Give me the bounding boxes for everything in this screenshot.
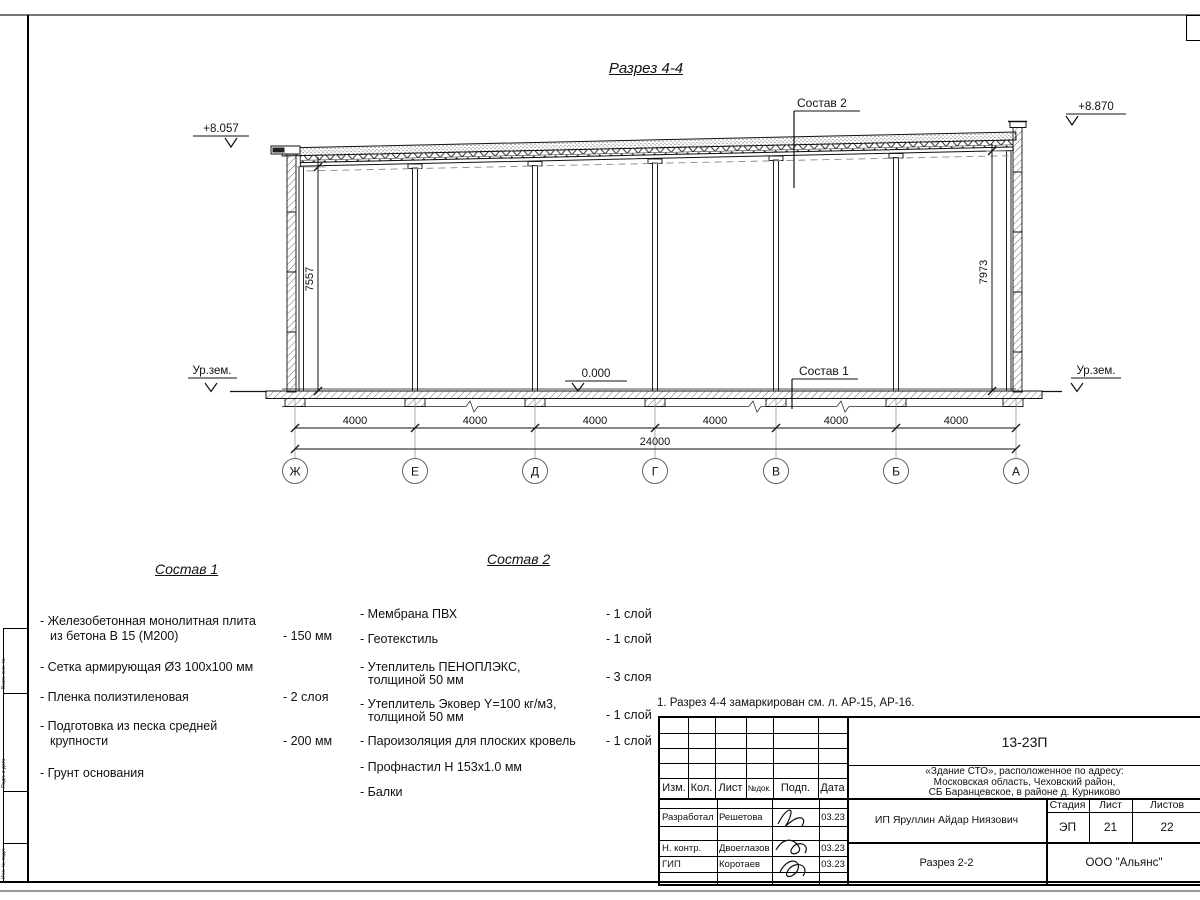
dim-total: 24000 (639, 436, 671, 448)
roof-assembly (282, 132, 1016, 172)
tb-sheets-value: 22 (1160, 820, 1174, 834)
comp2-item-line: - Мембрана ПВХ (360, 607, 458, 621)
column (769, 156, 783, 391)
callout-comp1 (792, 364, 858, 409)
comp1-item-line: из бетона В 15 (М200) (50, 629, 179, 643)
tb-row2-date: 03.23 (821, 842, 845, 854)
tb-row2-name: Двоеглазов (719, 842, 770, 854)
level-mark-left (193, 123, 249, 147)
tb-col-podp: Подп. (780, 782, 811, 794)
dim-bay: 4000 (342, 415, 368, 427)
foundation (282, 399, 1023, 413)
frame-side-label: Подп. и дата (1, 758, 7, 788)
foundation-pad (1003, 399, 1023, 407)
tb-stage-label: Стадия (1049, 799, 1086, 811)
svg-text:Состав 2: Состав 2 (797, 96, 847, 110)
column (528, 162, 542, 392)
tb-col-list: Лист (718, 782, 743, 794)
comp1-item-line: - Пленка полиэтиленовая (40, 690, 189, 704)
comp1-item-line: - Подготовка из песка средней (40, 719, 218, 733)
comp2-item-line: - Утеплитель Эковер Y=100 кг/м3, (360, 697, 557, 711)
dim-height-left-text: 7557 (304, 266, 316, 292)
comp1-item-line: крупности (50, 734, 109, 748)
left-wall (271, 146, 300, 392)
tb-object-line: «Здание СТО», расположенное по адресу: (925, 766, 1124, 777)
axis-label: А (1011, 464, 1021, 479)
tb-row1-name: Решетова (719, 811, 763, 823)
tb-object-line: СБ Баранцевское, в районе д. Курниково (928, 787, 1121, 798)
tb-sheet-label: Лист (1099, 799, 1122, 811)
tb-row3-date: 03.23 (821, 858, 845, 870)
comp2-item-value: - 1 слой (606, 632, 652, 646)
tb-drawing-name: Разрез 2-2 (919, 857, 974, 869)
svg-text:Состав 1: Состав 1 (799, 364, 849, 378)
tb-col-data: Дата (820, 782, 845, 794)
column (648, 159, 662, 391)
tb-col-ndok: №док. (747, 783, 772, 793)
dim-bay: 4000 (702, 415, 728, 427)
tb-row3-role: ГИП (662, 858, 681, 870)
comp2-item-line: - Пароизоляция для плоских кровель (360, 734, 576, 748)
right-parapet-cap (1010, 122, 1026, 128)
tb-stage-value: ЭП (1058, 820, 1077, 834)
frame-side-label: Инв. № подл. (1, 847, 7, 879)
comp1-item-line: - Грунт основания (40, 766, 145, 780)
signatures (772, 798, 819, 884)
comp2-item-line: толщиной 50 мм (368, 710, 464, 724)
tb-row1-role: Разработал (662, 811, 714, 823)
tb-col-izm: Изм. (662, 782, 686, 794)
tb-sheet-value: 21 (1103, 820, 1118, 834)
tb-doc-number: 13-23П (1001, 733, 1048, 750)
comp1-title: Состав 1 (155, 561, 219, 577)
svg-text:Ур.зем.: Ур.зем. (1076, 365, 1116, 377)
column (889, 154, 903, 392)
comp2-item-value: - 1 слой (606, 607, 652, 621)
axis-label: Е (410, 464, 420, 479)
dimension-row-total (291, 436, 1020, 453)
dim-height-right-text: 7973 (978, 259, 990, 285)
comp1-item-line: - Сетка армирующая Ø3 100х100 мм (40, 660, 254, 674)
floor-slab (230, 389, 1062, 399)
column (299, 167, 304, 392)
comp1-item-line: - Железобетонная монолитная плита (40, 614, 256, 628)
ground-level-mark-right (1071, 365, 1121, 392)
comp2-item-value: - 3 слоя (606, 670, 652, 684)
dim-bay: 4000 (462, 415, 488, 427)
comp2-item-line: - Балки (360, 785, 403, 799)
dim-bay: 4000 (823, 415, 849, 427)
title-block (658, 716, 1200, 886)
comp1-item-value: - 150 мм (283, 629, 333, 643)
comp2-item-value: - 1 слой (606, 734, 652, 748)
svg-text:+8.870: +8.870 (1078, 101, 1114, 113)
tb-col-kol: Кол. (690, 782, 713, 794)
level-mark-floor (565, 368, 627, 391)
signature-nkontr (776, 840, 806, 854)
svg-text:+8.057: +8.057 (203, 123, 239, 135)
axis-label: Ж (289, 464, 301, 479)
sheet-note: 1. Разрез 4-4 замаркирован см. л. АР-15, АР-16. (657, 697, 915, 709)
dim-bay: 4000 (943, 415, 969, 427)
axis-label: Б (892, 464, 900, 479)
signature-gip (780, 861, 805, 876)
comp2-item-value: - 1 слой (606, 708, 652, 722)
axis-label: Г (651, 464, 659, 479)
comp1-item-value: - 2 слоя (283, 690, 329, 704)
comp1-item-value: - 200 мм (283, 734, 333, 748)
column (1007, 151, 1012, 391)
frame-side-label: Взам. инв. № (1, 658, 7, 689)
comp2-item-line: - Профнастил Н 153х1.0 мм (360, 760, 523, 774)
tb-org: ООО "Альянс" (1085, 857, 1163, 869)
axis-label: Д (530, 464, 540, 479)
svg-text:0.000: 0.000 (581, 368, 611, 380)
tb-company: ИП Яруллин Айдар Ниязович (874, 814, 1019, 826)
tb-row3-name: Коротаев (719, 858, 761, 870)
section-title: Разрез 4-4 (608, 60, 684, 77)
tb-row1-date: 03.23 (821, 811, 845, 823)
tb-row2-role: Н. контр. (662, 842, 702, 854)
tb-object (847, 767, 1200, 798)
level-mark-right (1066, 101, 1126, 125)
dim-bay: 4000 (582, 415, 608, 427)
tb-object-line: Московская область, Чеховский район, (933, 776, 1116, 788)
column (408, 164, 422, 391)
signature-razrabotal (778, 810, 804, 826)
dimension-row-bays (291, 415, 1020, 432)
ground-level-mark-left (188, 365, 237, 392)
comp2-item-line: толщиной 50 мм (368, 673, 464, 687)
comp2-item-line: - Утеплитель ПЕНОПЛЭКС, (360, 660, 521, 674)
comp2-item-line: - Геотекстиль (360, 632, 439, 646)
axis-label: В (771, 464, 781, 479)
comp2-title: Состав 2 (487, 551, 551, 567)
tb-sheets-label: Листов (1149, 799, 1185, 811)
axis-bubbles (283, 459, 1029, 484)
svg-text:Ур.зем.: Ур.зем. (192, 365, 232, 377)
